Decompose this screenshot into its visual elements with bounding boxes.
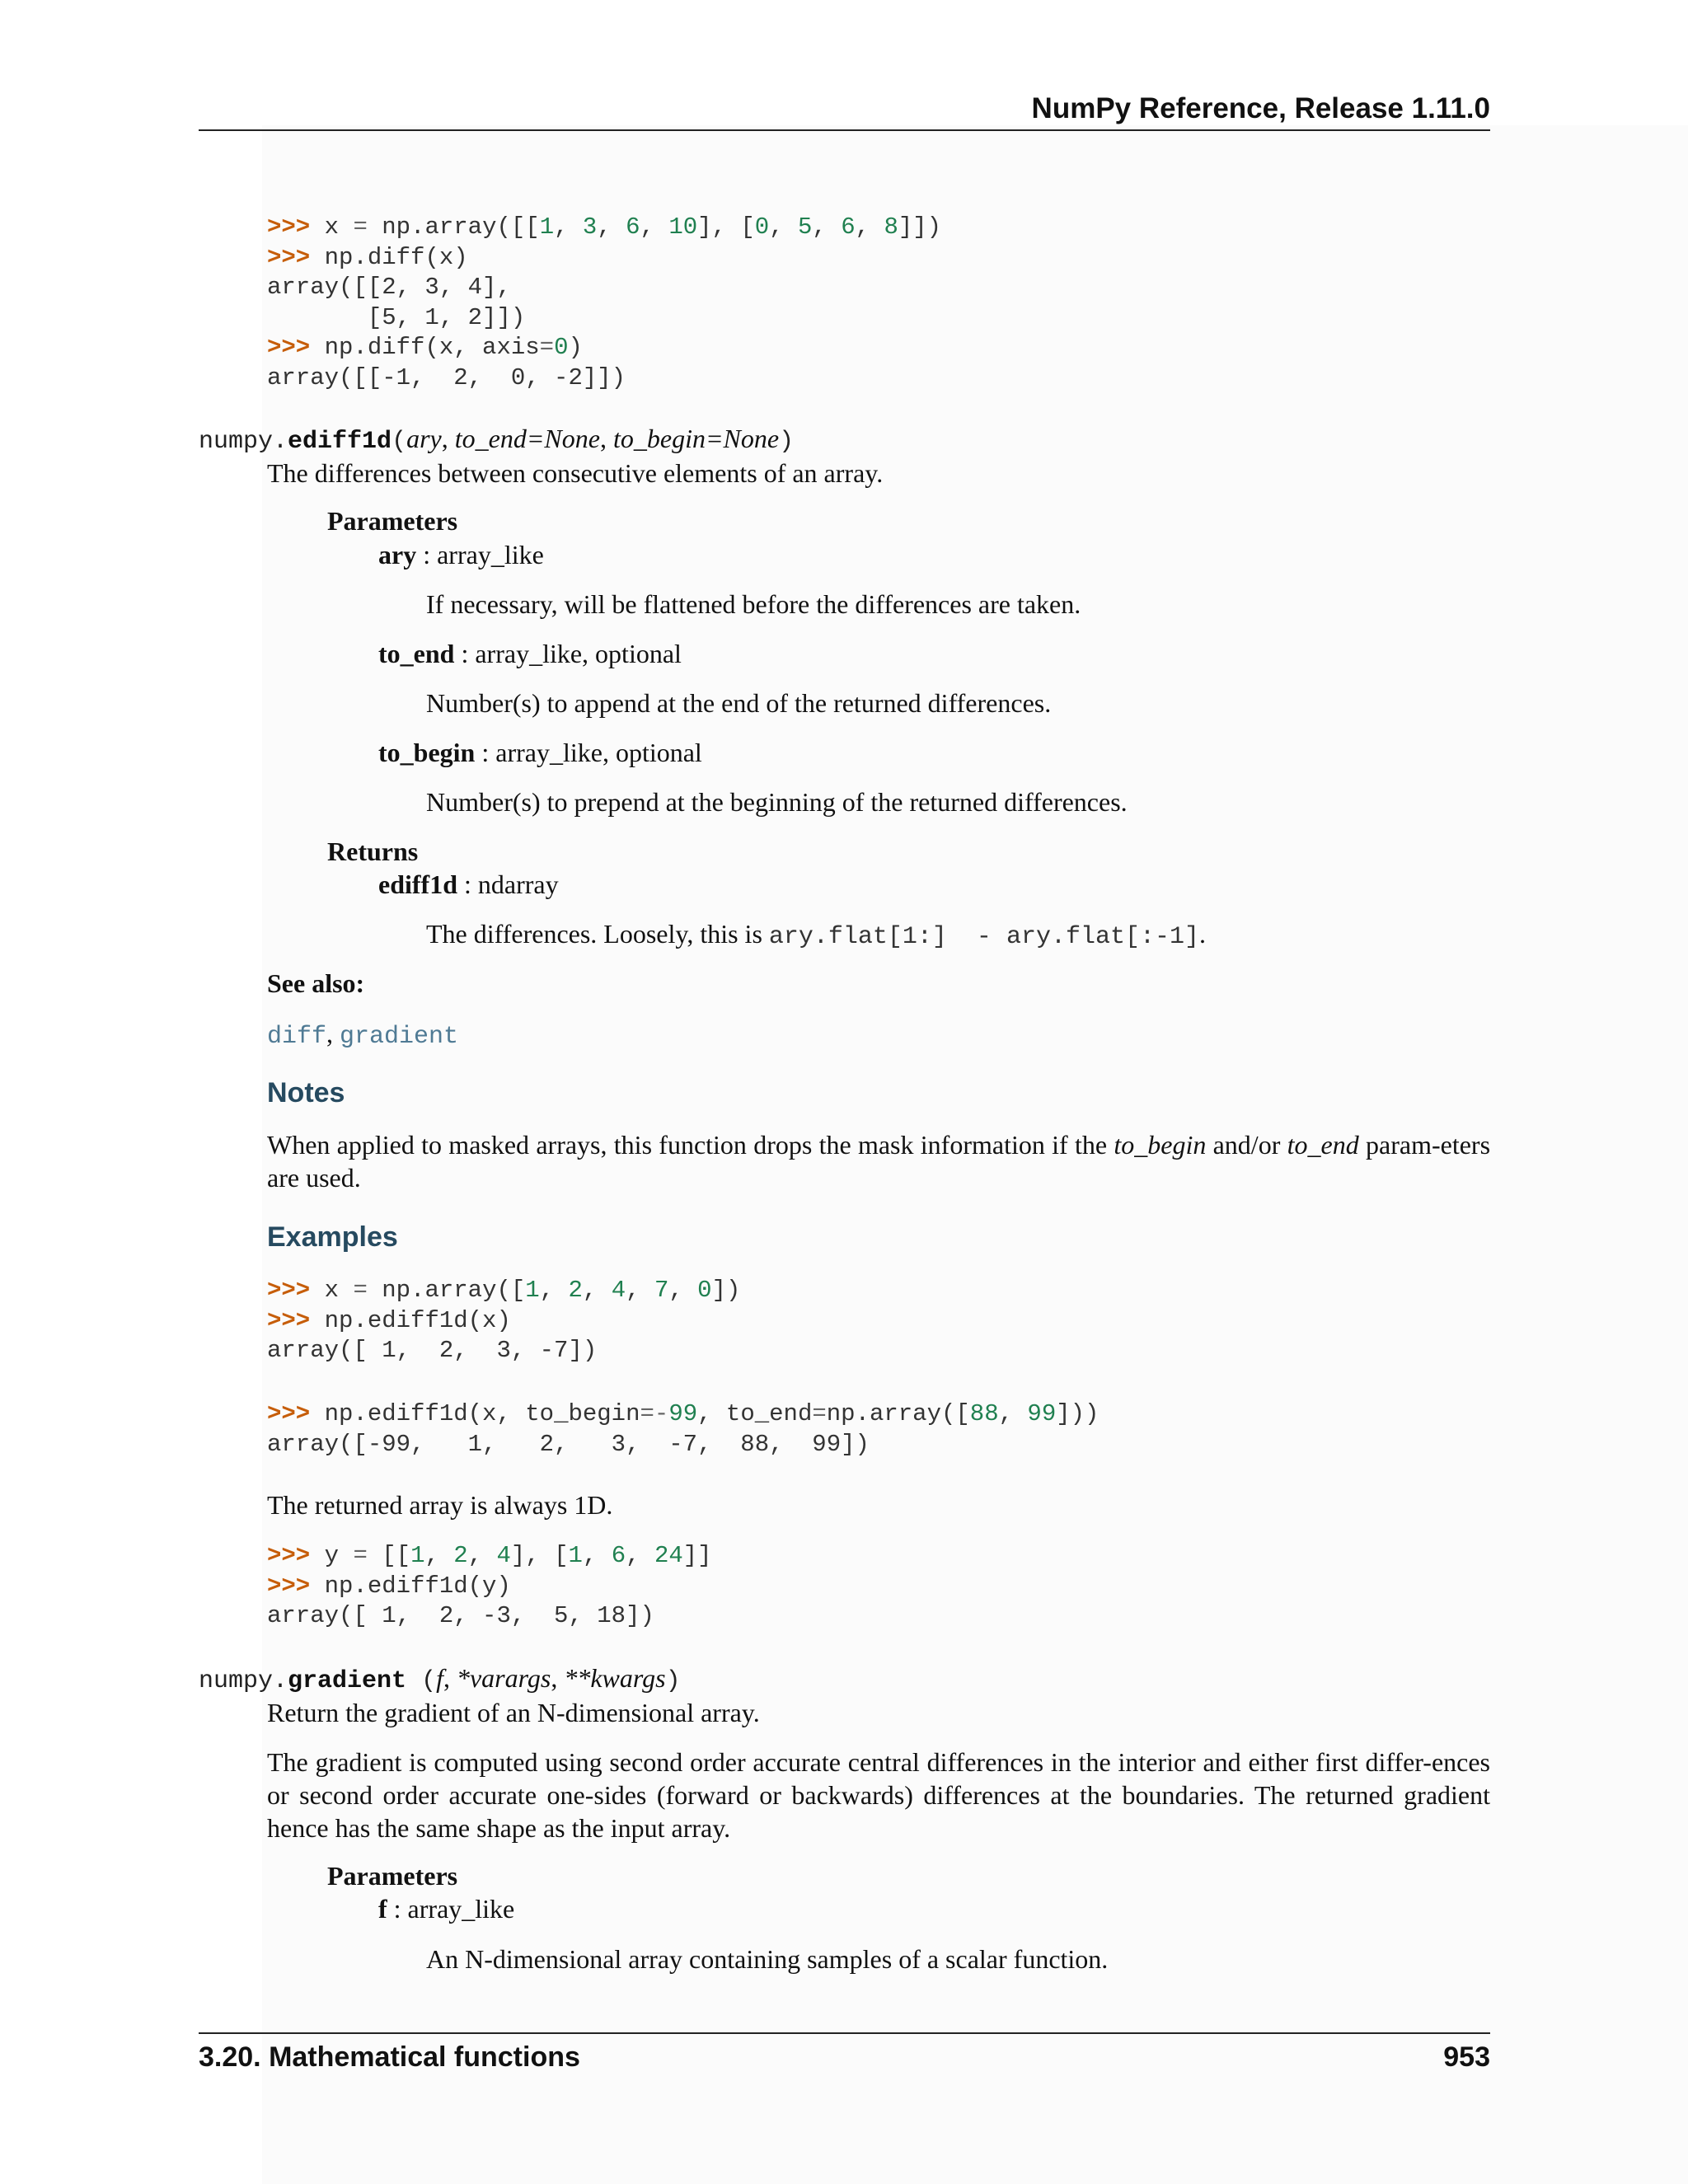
footer-section: 3.20. Mathematical functions	[199, 2041, 580, 2073]
ediff1d-example-code-1	[267, 1276, 740, 1366]
code-line: array([ 1, 2, -3, 5, 18])	[267, 1602, 654, 1629]
param-to-begin	[378, 736, 702, 769]
signature-arg: **kwargs	[564, 1663, 666, 1693]
code-line: array([[2, 3, 4],	[267, 274, 511, 301]
ediff1d-name: ediff1d	[288, 428, 392, 456]
return-desc-text: The differences. Loosely, this is	[426, 919, 769, 949]
notes-text: When applied to masked arrays, this function drops the mask information if the	[267, 1130, 1114, 1160]
gradient-signature	[199, 1663, 681, 1695]
return-desc-code: ary.flat[1:] - ary.flat[:-1]	[768, 923, 1199, 951]
notes-heading: Notes	[267, 1077, 345, 1108]
examples-heading: Examples	[267, 1221, 398, 1253]
return-ediff1d	[378, 868, 559, 901]
code-line: >>> y = [[1, 2, 4], [1, 6, 24]]	[267, 1542, 712, 1569]
gradient-summary: Return the gradient of an N-dimensional array.	[267, 1698, 760, 1727]
ediff1d-summary: The differences between consecutive elements of an array.	[267, 458, 884, 488]
gradient-paren-open: (	[406, 1667, 437, 1695]
gradient-module: numpy.	[199, 1667, 288, 1695]
code-line: >>> np.ediff1d(y)	[267, 1572, 511, 1600]
code-line: >>> np.ediff1d(x)	[267, 1306, 511, 1334]
gradient-description: The gradient is computed using second order accurate central differences in the interior and either first differ-ences or second order accurate one-sides (forward or backwards) differences at the boundaries. The returned gradient hence has the same shape as the input array.	[267, 1747, 1490, 1843]
ediff1d-module: numpy.	[199, 428, 288, 456]
notes-arg-to-end: to_end	[1287, 1130, 1359, 1160]
signature-arg: f	[436, 1663, 443, 1693]
see-also-diff-link[interactable]: diff	[267, 1023, 327, 1051]
param-f-desc: An N-dimensional array containing samples of a scalar function.	[426, 1944, 1109, 1974]
code-line: >>> np.ediff1d(x, to_begin=-99, to_end=np.array([88, 99]))	[267, 1400, 1100, 1427]
code-line: [5, 1, 2]])	[267, 303, 526, 331]
code-line: array([ 1, 2, 3, -7])	[267, 1337, 598, 1364]
footer-page-number: 953	[1443, 2041, 1490, 2073]
gradient-args: f, *varargs, **kwargs	[436, 1663, 666, 1693]
code-line: >>> np.diff(x, axis=0)	[267, 334, 583, 361]
signature-arg: *varargs	[456, 1663, 551, 1693]
diff-example-code	[267, 213, 941, 393]
param-to-end-desc: Number(s) to append at the end of the returned differences.	[426, 688, 1052, 718]
ediff1d-args: ary, to_end=None, to_begin=None	[406, 424, 780, 453]
code-line: array([[-1, 2, 0, -2]])	[267, 363, 626, 391]
ediff1d-parameters-heading: Parameters	[327, 506, 458, 536]
param-name: f	[378, 1894, 387, 1924]
see-also-links: diff, gradient	[267, 1019, 459, 1051]
notes-arg-to-begin: to_begin	[1114, 1130, 1207, 1160]
param-name: ary	[378, 540, 417, 569]
gradient-name: gradient	[288, 1667, 407, 1695]
param-f	[378, 1892, 514, 1925]
always-1d-note: The returned array is always 1D.	[267, 1490, 613, 1520]
param-to-begin-desc: Number(s) to prepend at the beginning of the returned differences.	[426, 787, 1128, 817]
param-name: to_end	[378, 639, 455, 668]
notes-paragraph	[267, 1128, 1490, 1194]
code-line: >>> x = np.array([1, 2, 4, 7, 0])	[267, 1277, 741, 1304]
header-rule	[199, 129, 1490, 131]
param-type: : array_like	[387, 1894, 515, 1924]
param-type: : array_like, optional	[454, 639, 682, 668]
return-type: : ndarray	[457, 869, 559, 899]
ediff1d-example-code-2	[267, 1399, 1099, 1460]
see-also-heading: See also:	[267, 968, 365, 998]
param-type: : array_like, optional	[475, 738, 702, 767]
ediff1d-paren-open: (	[392, 428, 407, 456]
see-also-gradient-link[interactable]: gradient	[340, 1023, 459, 1051]
signature-arg: to_end=None	[454, 424, 600, 453]
notes-text: param-eters are used.	[267, 1130, 1491, 1193]
ediff1d-returns-heading: Returns	[327, 837, 419, 866]
param-ary-desc: If necessary, will be flattened before the differences are taken.	[426, 589, 1081, 619]
gradient-parameters-heading: Parameters	[327, 1861, 458, 1891]
footer-rule	[199, 2032, 1490, 2034]
code-line: array([-99, 1, 2, 3, -7, 88, 99])	[267, 1430, 870, 1458]
code-line: >>> x = np.array([[1, 3, 6, 10], [0, 5, 6, 8]])	[267, 213, 942, 241]
page-header-title: NumPy Reference, Release 1.11.0	[1031, 92, 1490, 124]
code-line: >>> np.diff(x)	[267, 243, 468, 271]
return-name: ediff1d	[378, 869, 457, 899]
param-to-end	[378, 637, 682, 670]
ediff1d-example-code-3	[267, 1541, 712, 1632]
signature-arg: ary	[406, 424, 442, 453]
return-desc-end: .	[1198, 919, 1206, 949]
notes-text: and/or	[1206, 1130, 1287, 1160]
param-ary	[378, 538, 544, 571]
param-name: to_begin	[378, 738, 476, 767]
param-type: : array_like	[416, 540, 544, 569]
gradient-paren-close: )	[665, 1667, 681, 1695]
return-desc	[426, 917, 1206, 954]
ediff1d-paren-close: )	[779, 428, 795, 456]
signature-arg: to_begin=None	[612, 424, 780, 453]
ediff1d-signature	[199, 424, 794, 456]
